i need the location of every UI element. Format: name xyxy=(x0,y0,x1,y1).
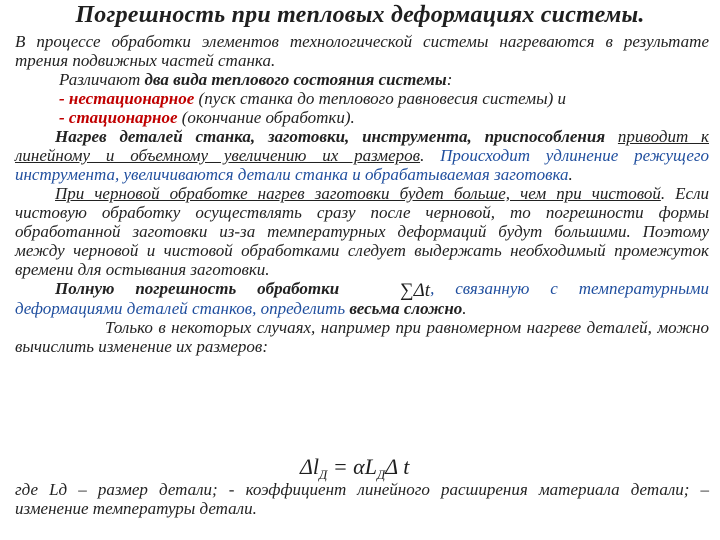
bold-phrase: Нагрев деталей станка, заготовки, инструмента, приспособления xyxy=(55,127,606,146)
text-fragment: . Если чистовую обработку осуществлять сразу после черновой, то погрешности формы обработанной заготовки из-за температурных деформаций будут большими. Поэтому между черновой и чистовой обработками следует выдержать необходимый промежуток времени для остывания заготовки. xyxy=(15,184,709,279)
paragraph-legend: где Lд – размер детали; - коэффициент линейного расширения материала детали; – изменение температуры детали. xyxy=(15,480,709,518)
formula-thermal-expansion xyxy=(300,454,409,483)
paragraph-total-error xyxy=(15,279,709,318)
text-fragment: . xyxy=(568,165,573,184)
paragraph-heating xyxy=(15,127,709,184)
paragraph-two-states xyxy=(15,70,709,89)
slide-title: Погрешность при тепловых деформациях системы. xyxy=(75,2,645,28)
text-fragment: Различают xyxy=(59,70,145,89)
list-item-nonstationary xyxy=(15,89,709,108)
underlined-phrase: приводит к линейному и объемному увеличению их размеров xyxy=(15,127,710,165)
paragraph-intro: В процессе обработки элементов технологической системы нагреваются в результате трения подвижных частей станка. xyxy=(15,32,709,70)
text-fragment: (пуск станка до теплового равновесия системы) и xyxy=(194,89,567,108)
bold-phrase: весьма сложно xyxy=(345,299,463,318)
blue-phrase: , связанную с температурными деформациями деталей станков, определить xyxy=(15,279,709,318)
bold-phrase: Полную погрешность обработки xyxy=(55,279,340,298)
list-item-stationary xyxy=(15,108,709,127)
text-fragment: . xyxy=(420,146,425,165)
underlined-phrase: При черновой обработке нагрев заготовки будет больше, чем при чистовой xyxy=(55,184,661,203)
sum-delta-symbol: ∑Δt xyxy=(400,280,431,301)
slide-body xyxy=(15,32,709,356)
text-fragment: (окончание обработки). xyxy=(177,108,355,127)
formula-rhs-subscript: Д xyxy=(376,467,386,482)
formula-delta-t: Δ t xyxy=(385,454,410,479)
bold-phrase: два вида теплового состояния системы xyxy=(144,70,447,89)
term-nonstationary: - нестационарное xyxy=(59,89,195,108)
term-stationary: - стационарное xyxy=(59,108,178,127)
blue-phrase: Происходит удлинение режущего инструмента, увеличиваются детали станка и обрабатываемая заготовка xyxy=(15,146,709,184)
formula-lhs-subscript: Д xyxy=(319,467,328,482)
text-fragment: . xyxy=(462,299,467,318)
text-fragment: : xyxy=(446,70,453,89)
paragraph-uniform-heating: Только в некоторых случаях, например при равномерном нагреве деталей, можно вычислить изменение их размеров: xyxy=(15,318,709,356)
formula-equals: = αL xyxy=(327,454,377,479)
formula-lhs: Δl xyxy=(300,454,320,479)
paragraph-rough-finish xyxy=(15,184,709,279)
